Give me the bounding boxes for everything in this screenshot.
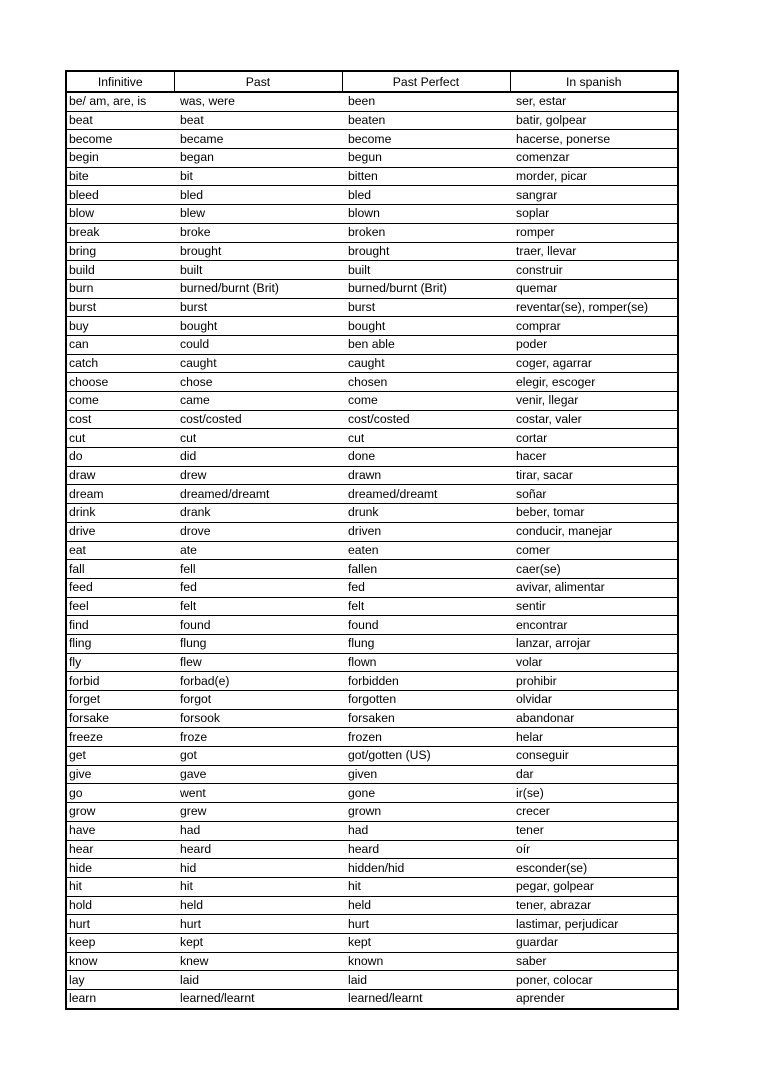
spanish-cell: poner, colocar (510, 971, 678, 990)
infinitive-cell: beat (66, 111, 174, 130)
past-cell: built (174, 261, 342, 280)
past-perfect-cell: hidden/hid (342, 859, 510, 878)
past-perfect-cell: flown (342, 653, 510, 672)
table-row (66, 410, 678, 429)
spanish-cell: avivar, alimentar (510, 578, 678, 597)
past-perfect-cell: done (342, 448, 510, 467)
infinitive-cell: can (66, 335, 174, 354)
spanish-cell: elegir, escoger (510, 373, 678, 392)
past-perfect-cell: drawn (342, 466, 510, 485)
infinitive-cell: do (66, 448, 174, 467)
infinitive-cell: bite (66, 167, 174, 186)
past-cell: was, were (174, 92, 342, 111)
past-cell: burst (174, 298, 342, 317)
table-row (66, 784, 678, 803)
spanish-cell: coger, agarrar (510, 354, 678, 373)
spanish-cell: lanzar, arrojar (510, 634, 678, 653)
past-perfect-cell: beaten (342, 111, 510, 130)
infinitive-cell: begin (66, 149, 174, 168)
table-row (66, 522, 678, 541)
spanish-cell: ir(se) (510, 784, 678, 803)
past-cell: held (174, 896, 342, 915)
spanish-cell: traer, llevar (510, 242, 678, 261)
table-row (66, 186, 678, 205)
spanish-cell: comenzar (510, 149, 678, 168)
infinitive-cell: dream (66, 485, 174, 504)
header-past-perfect: Past Perfect (342, 71, 510, 92)
past-perfect-cell: given (342, 765, 510, 784)
spanish-cell: batir, golpear (510, 111, 678, 130)
past-cell: became (174, 130, 342, 149)
table-row (66, 92, 678, 111)
infinitive-cell: fling (66, 634, 174, 653)
infinitive-cell: choose (66, 373, 174, 392)
past-cell: fell (174, 560, 342, 579)
table-row (66, 747, 678, 766)
spanish-cell: soñar (510, 485, 678, 504)
past-perfect-cell: bought (342, 317, 510, 336)
past-perfect-cell: caught (342, 354, 510, 373)
infinitive-cell: have (66, 821, 174, 840)
spanish-cell: reventar(se), romper(se) (510, 298, 678, 317)
past-perfect-cell: bled (342, 186, 510, 205)
past-perfect-cell: hit (342, 877, 510, 896)
past-perfect-cell: begun (342, 149, 510, 168)
past-cell: cut (174, 429, 342, 448)
past-perfect-cell: cut (342, 429, 510, 448)
past-cell: hurt (174, 915, 342, 934)
table-row (66, 429, 678, 448)
past-cell: forgot (174, 691, 342, 710)
past-cell: gave (174, 765, 342, 784)
past-cell: caught (174, 354, 342, 373)
infinitive-cell: drink (66, 504, 174, 523)
past-perfect-cell: held (342, 896, 510, 915)
infinitive-cell: forbid (66, 672, 174, 691)
infinitive-cell: bring (66, 242, 174, 261)
spanish-cell: conseguir (510, 747, 678, 766)
past-perfect-cell: forsaken (342, 709, 510, 728)
table-row (66, 952, 678, 971)
past-cell: bled (174, 186, 342, 205)
past-cell: bit (174, 167, 342, 186)
table-row (66, 653, 678, 672)
past-cell: got (174, 747, 342, 766)
spanish-cell: beber, tomar (510, 504, 678, 523)
past-cell: began (174, 149, 342, 168)
past-perfect-cell: kept (342, 933, 510, 952)
table-row (66, 578, 678, 597)
past-perfect-cell: grown (342, 803, 510, 822)
past-cell: felt (174, 597, 342, 616)
spanish-cell: venir, llegar (510, 392, 678, 411)
spanish-cell: quemar (510, 279, 678, 298)
infinitive-cell: become (66, 130, 174, 149)
table-row (66, 765, 678, 784)
table-row (66, 560, 678, 579)
past-cell: flung (174, 634, 342, 653)
header-in-spanish: In spanish (510, 71, 678, 92)
infinitive-cell: go (66, 784, 174, 803)
spanish-cell: poder (510, 335, 678, 354)
spanish-cell: pegar, golpear (510, 877, 678, 896)
past-cell: knew (174, 952, 342, 971)
spanish-cell: olvidar (510, 691, 678, 710)
spanish-cell: conducir, manejar (510, 522, 678, 541)
spanish-cell: comer (510, 541, 678, 560)
past-cell: bought (174, 317, 342, 336)
infinitive-cell: feed (66, 578, 174, 597)
past-cell: flew (174, 653, 342, 672)
past-perfect-cell: ben able (342, 335, 510, 354)
infinitive-cell: give (66, 765, 174, 784)
past-cell: heard (174, 840, 342, 859)
infinitive-cell: build (66, 261, 174, 280)
table-row (66, 971, 678, 990)
table-row (66, 111, 678, 130)
table-row (66, 691, 678, 710)
table-row (66, 485, 678, 504)
past-cell: came (174, 392, 342, 411)
table-row (66, 915, 678, 934)
spanish-cell: volar (510, 653, 678, 672)
spanish-cell: crecer (510, 803, 678, 822)
spanish-cell: morder, picar (510, 167, 678, 186)
table-row (66, 896, 678, 915)
past-perfect-cell: drunk (342, 504, 510, 523)
table-row (66, 634, 678, 653)
infinitive-cell: cost (66, 410, 174, 429)
header-infinitive: Infinitive (66, 71, 174, 92)
past-cell: learned/learnt (180, 991, 255, 1006)
past-perfect-cell: found (342, 616, 510, 635)
past-cell: burned/burnt (Brit) (174, 279, 342, 298)
past-cell: dreamed/dreamt (174, 485, 342, 504)
past-perfect-cell: known (342, 952, 510, 971)
spanish-cell: saber (510, 952, 678, 971)
table-row (66, 223, 678, 242)
spanish-cell: hacerse, ponerse (510, 130, 678, 149)
past-cell: laid (174, 971, 342, 990)
infinitive-cell: hold (66, 896, 174, 915)
spanish-cell: esconder(se) (510, 859, 678, 878)
table-row (66, 466, 678, 485)
past-perfect-cell: come (342, 392, 510, 411)
past-perfect-cell: become (342, 130, 510, 149)
past-perfect-cell: gone (342, 784, 510, 803)
infinitive-cell: burn (66, 279, 174, 298)
spanish-cell: tener, abrazar (510, 896, 678, 915)
table-row (66, 279, 678, 298)
table-row (66, 373, 678, 392)
table-row (66, 616, 678, 635)
past-cell: froze (174, 728, 342, 747)
table-row (66, 990, 678, 1009)
table-row (66, 821, 678, 840)
past-perfect-cell: got/gotten (US) (342, 747, 510, 766)
past-perfect-cell: broken (342, 223, 510, 242)
past-perfect-cell: built (342, 261, 510, 280)
infinitive-cell: come (66, 392, 174, 411)
infinitive-cell: get (66, 747, 174, 766)
infinitive-cell: draw (66, 466, 174, 485)
table-row (66, 261, 678, 280)
table-row (66, 504, 678, 523)
past-perfect-cell: learned/learnt (348, 991, 423, 1006)
past-cell: drank (174, 504, 342, 523)
past-cell: kept (174, 933, 342, 952)
infinitive-cell: cut (66, 429, 174, 448)
spanish-cell: sangrar (510, 186, 678, 205)
past-perfect-cell: hurt (342, 915, 510, 934)
past-cell: fed (174, 578, 342, 597)
infinitive-cell: bleed (66, 186, 174, 205)
infinitive-cell: feel (66, 597, 174, 616)
spanish-cell: sentir (510, 597, 678, 616)
past-perfect-cell: laid (342, 971, 510, 990)
table-body (66, 92, 678, 1009)
past-perfect-cell: forbidden (342, 672, 510, 691)
infinitive-cell: hurt (66, 915, 174, 934)
past-cell: ate (174, 541, 342, 560)
table-row (66, 130, 678, 149)
past-perfect-cell: dreamed/dreamt (342, 485, 510, 504)
table-row (66, 448, 678, 467)
past-cell: broke (174, 223, 342, 242)
spanish-cell: hacer (510, 448, 678, 467)
spanish-cell: prohibir (510, 672, 678, 691)
table-row (66, 298, 678, 317)
spanish-cell: soplar (510, 205, 678, 224)
past-cell: forbad(e) (174, 672, 342, 691)
past-cell: drew (174, 466, 342, 485)
table-row (66, 317, 678, 336)
past-cell: found (174, 616, 342, 635)
past-perfect-cell: burst (342, 298, 510, 317)
table-row (66, 933, 678, 952)
past-perfect-cell: fed (342, 578, 510, 597)
table-row (66, 877, 678, 896)
past-perfect-cell: heard (342, 840, 510, 859)
infinitive-cell: drive (66, 522, 174, 541)
table-row (66, 728, 678, 747)
past-perfect-cell: bitten (342, 167, 510, 186)
table-row (66, 149, 678, 168)
header-row (66, 71, 678, 92)
infinitive-cell: fly (66, 653, 174, 672)
past-perfect-cell: brought (342, 242, 510, 261)
spanish-cell: ser, estar (510, 92, 678, 111)
past-perfect-cell: flung (342, 634, 510, 653)
past-cell: brought (174, 242, 342, 261)
infinitive-cell: buy (66, 317, 174, 336)
infinitive-cell: know (66, 952, 174, 971)
past-cell: forsook (174, 709, 342, 728)
document-page (65, 70, 677, 1010)
infinitive-cell: forget (66, 691, 174, 710)
past-perfect-cell: driven (342, 522, 510, 541)
spanish-cell: romper (510, 223, 678, 242)
past-cell: could (174, 335, 342, 354)
spanish-cell: tirar, sacar (510, 466, 678, 485)
table-row (66, 205, 678, 224)
table-row (66, 167, 678, 186)
spanish-cell: oír (510, 840, 678, 859)
past-cell: had (174, 821, 342, 840)
past-cell: went (174, 784, 342, 803)
table-row (66, 803, 678, 822)
infinitive-cell: keep (66, 933, 174, 952)
infinitive-cell: break (66, 223, 174, 242)
spanish-cell: lastimar, perjudicar (510, 915, 678, 934)
past-cell: hid (174, 859, 342, 878)
spanish-cell: dar (510, 765, 678, 784)
infinitive-cell: freeze (66, 728, 174, 747)
past-perfect-cell: felt (342, 597, 510, 616)
past-perfect-cell: cost/costed (342, 410, 510, 429)
spanish-cell: aprender (516, 991, 565, 1006)
spanish-cell: caer(se) (510, 560, 678, 579)
infinitive-cell: catch (66, 354, 174, 373)
infinitive-cell: forsake (66, 709, 174, 728)
table-row (66, 672, 678, 691)
past-perfect-cell: chosen (342, 373, 510, 392)
past-perfect-cell: been (342, 92, 510, 111)
past-cell: chose (174, 373, 342, 392)
table-row (66, 354, 678, 373)
table-row (66, 859, 678, 878)
spanish-cell: construir (510, 261, 678, 280)
spanish-cell: tener (510, 821, 678, 840)
infinitive-cell: be/ am, are, is (66, 92, 174, 111)
table-row (66, 335, 678, 354)
spanish-cell: costar, valer (510, 410, 678, 429)
past-cell: drove (174, 522, 342, 541)
past-perfect-cell: frozen (342, 728, 510, 747)
infinitive-cell: burst (66, 298, 174, 317)
infinitive-cell: eat (66, 541, 174, 560)
past-perfect-cell: had (342, 821, 510, 840)
spanish-cell: comprar (510, 317, 678, 336)
table-row (66, 597, 678, 616)
infinitive-cell: fall (66, 560, 174, 579)
past-perfect-cell: blown (342, 205, 510, 224)
infinitive-cell: grow (66, 803, 174, 822)
past-perfect-cell: eaten (342, 541, 510, 560)
table-row (66, 392, 678, 411)
table-row (66, 242, 678, 261)
header-past: Past (174, 71, 342, 92)
past-cell: blew (174, 205, 342, 224)
past-cell: did (174, 448, 342, 467)
past-cell: hit (174, 877, 342, 896)
spanish-cell: encontrar (510, 616, 678, 635)
infinitive-cell: blow (66, 205, 174, 224)
spanish-cell: abandonar (510, 709, 678, 728)
table-row (66, 840, 678, 859)
infinitive-cell: find (66, 616, 174, 635)
spanish-cell: helar (510, 728, 678, 747)
past-perfect-cell: fallen (342, 560, 510, 579)
table-row (66, 709, 678, 728)
past-cell: grew (174, 803, 342, 822)
spanish-cell: guardar (510, 933, 678, 952)
irregular-verbs-table (65, 70, 679, 1010)
infinitive-cell: hear (66, 840, 174, 859)
infinitive-cell: lay (66, 971, 174, 990)
table-row (66, 541, 678, 560)
past-cell: beat (174, 111, 342, 130)
infinitive-cell: learn (69, 991, 97, 1006)
past-cell: cost/costed (174, 410, 342, 429)
spanish-cell: cortar (510, 429, 678, 448)
infinitive-cell: hit (66, 877, 174, 896)
table-header (66, 71, 678, 92)
past-perfect-cell: burned/burnt (Brit) (342, 279, 510, 298)
infinitive-cell: hide (66, 859, 174, 878)
past-perfect-cell: forgotten (342, 691, 510, 710)
